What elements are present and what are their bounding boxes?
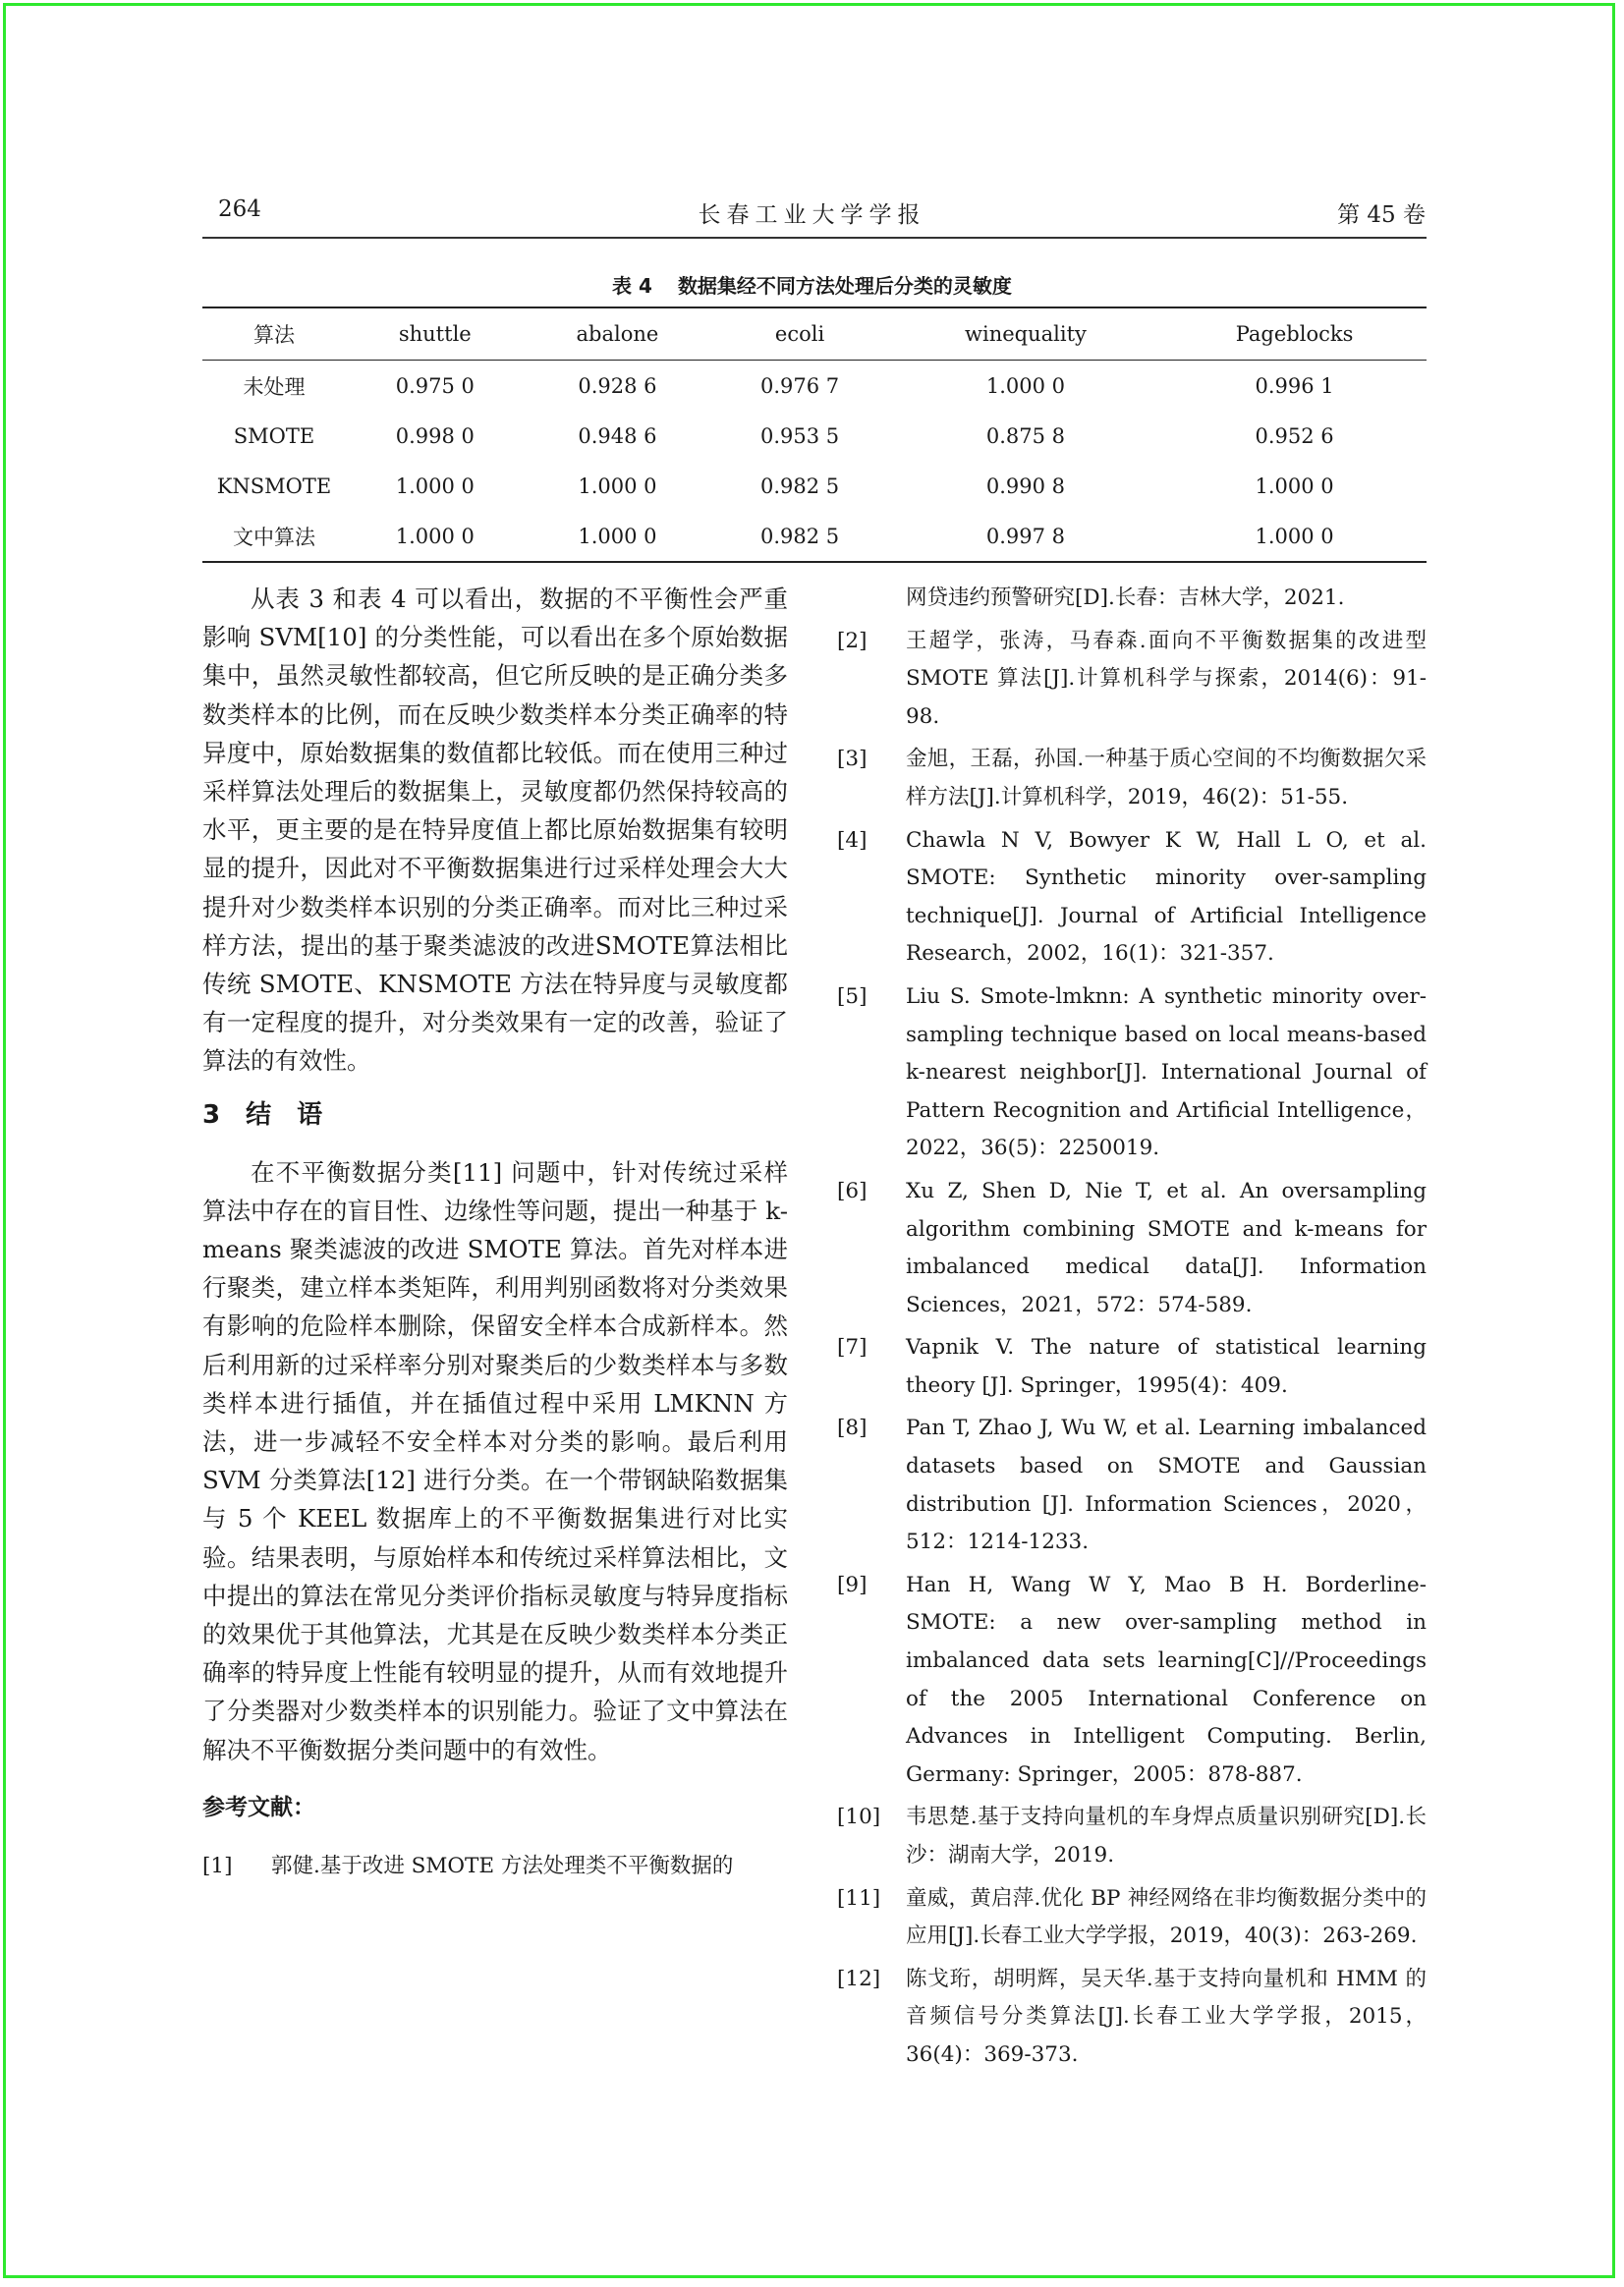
header-rule bbox=[202, 237, 1427, 239]
table-cell: 0.982 5 bbox=[710, 511, 889, 562]
reference-number: [10] bbox=[837, 1805, 881, 1830]
table-cell: 0.982 5 bbox=[759, 474, 840, 498]
table-cell: KNSMOTE bbox=[216, 474, 332, 498]
table-cell: 未处理 bbox=[243, 374, 306, 399]
table-cell: 1.000 0 bbox=[1255, 474, 1334, 498]
table-cell: 0.990 8 bbox=[985, 474, 1066, 498]
table-cell: 0.875 8 bbox=[985, 423, 1066, 448]
reference-number: [7] bbox=[837, 1335, 868, 1361]
table-header-cell: abalone bbox=[525, 307, 711, 361]
table-cell: 0.975 0 bbox=[395, 373, 475, 398]
sensitivity-table bbox=[202, 307, 1427, 563]
table-cell: 1.000 0 bbox=[395, 474, 475, 498]
reference-number: [9] bbox=[837, 1572, 868, 1597]
reference-text: 韦思楚.基于支持向量机的车身焊点质量识别研究[D].长沙：湖南大学，2019. bbox=[906, 1805, 1427, 1868]
table-cell: 1.000 0 bbox=[985, 373, 1066, 398]
table-cell: 1.000 0 bbox=[1162, 511, 1427, 562]
table-row bbox=[202, 411, 1427, 461]
reference-number: [2] bbox=[837, 628, 868, 653]
reference-item bbox=[837, 1961, 1427, 2075]
body-paragraph: 在不平衡数据分类[11] 问题中，针对传统过采样算法中存在的盲目性、边缘性等问题，提出一种基于 k-means 聚类滤波的改进 SMOTE 算法。首先对样本进行聚类，建立样本类矩阵，利用判别函数将对分类效果有影响的危险样本删除，保留安全样本合成新样本。然后利用新的过采样率分别对聚类后的少数类样本与多数类样本进行插值，并在插值过程中采用 LMKNN 方法，进一步减轻不安全样本对分类的影响。最后利用 SVM 分类算法[12] 进行分类。在一个带钢缺陷数据集与 5 个 KEEL 数据库上的不平衡数据集进行对比实验。结果表明，与原始样本和传统过采样算法相比，文中提出的算法在常见分类评价指标灵敏度与特异度指标的效果优于其他算法，尤其是在反映少数类样本分类正确率的特异度上性能有较明显的提升，从而有效地提升了分类器对少数类样本的识别能力。验证了文中算法在解决不平衡数据分类问题中的有效性。 bbox=[202, 1157, 788, 1764]
reference-item bbox=[837, 1329, 1427, 1405]
reference-number: [1] bbox=[202, 1853, 233, 1878]
reference-text: 郭健.基于改进 SMOTE 方法处理类不平衡数据的 bbox=[271, 1853, 734, 1878]
left-column bbox=[202, 580, 788, 1885]
reference-text: 金旭，王磊，孙国.一种基于质心空间的不均衡数据欠采样方法[J].计算机科学，2019，46(2)：51-55. bbox=[906, 747, 1427, 809]
table-row bbox=[202, 361, 1427, 412]
reference-continuation: 网贷违约预警研究[D].长春：吉林大学，2021. bbox=[906, 586, 1345, 610]
reference-item bbox=[837, 1410, 1427, 1561]
reference-item bbox=[837, 1173, 1427, 1324]
reference-item bbox=[202, 1848, 788, 1886]
reference-item bbox=[837, 1880, 1427, 1956]
table-cell: SMOTE bbox=[233, 423, 315, 448]
reference-text: 童威，黄启萍.优化 BP 神经网络在非均衡数据分类中的应用[J].长春工业大学学报，2019，40(3)：263-269. bbox=[906, 1885, 1427, 1949]
right-column bbox=[837, 580, 1427, 2080]
reference-item bbox=[837, 1567, 1427, 1795]
table-row bbox=[202, 461, 1427, 511]
reference-item bbox=[837, 741, 1427, 816]
reference-number: [8] bbox=[837, 1416, 868, 1441]
reference-text: Chawla N V, Bowyer K W, Hall L O, et al. SMOTE: Synthetic minority over-sampling technique[J]. Journal of Artificial Intelligence Research，2002，16(1)：321-357. bbox=[906, 827, 1427, 967]
reference-text: Xu Z, Shen D, Nie T, et al. An oversampling algorithm combining SMOTE and k-means for imbalanced medical data[J]. Information Sciences，2021，572：574-589. bbox=[906, 1178, 1427, 1317]
table-cell: 1.000 0 bbox=[525, 511, 711, 562]
reference-number: [3] bbox=[837, 747, 868, 772]
table-label: 表 4 bbox=[612, 274, 652, 298]
reference-text: 陈戈珩，胡明辉，吴天华.基于支持向量机和 HMM 的音频信号分类算法[J].长春工业大学学报，2015，36(4)：369-373. bbox=[906, 1966, 1427, 2067]
reference-number: [4] bbox=[837, 827, 868, 853]
table-header-cell: 算法 bbox=[202, 307, 346, 361]
reference-number: [5] bbox=[837, 983, 868, 1009]
table-cell: 0.998 0 bbox=[395, 423, 475, 448]
page-number: 264 bbox=[218, 196, 261, 222]
reference-text: Vapnik V. The nature of statistical learning theory [J]. Springer，1995(4)：409. bbox=[906, 1335, 1427, 1398]
table-cell: 0.928 6 bbox=[578, 373, 657, 398]
table-header-cell: winequality bbox=[889, 307, 1162, 361]
reference-item bbox=[837, 978, 1427, 1168]
reference-number: [11] bbox=[837, 1885, 881, 1911]
table-cell: 0.952 6 bbox=[1255, 423, 1334, 448]
references-heading: 参考文献： bbox=[202, 1794, 315, 1820]
table-cell: 文中算法 bbox=[202, 511, 346, 562]
table-row bbox=[202, 511, 1427, 562]
reference-item bbox=[837, 623, 1427, 737]
journal-title: 长春工业大学学报 bbox=[698, 202, 926, 228]
section-title: 结 语 bbox=[246, 1099, 323, 1130]
body-paragraph: 从表 3 和表 4 可以看出，数据的不平衡性会严重影响 SVM[10] 的分类性能，可以看出在多个原始数据集中，虽然灵敏性都较高，但它所反映的是正确分类多数类样本的比例，而在反映少数类样本分类正确率的特异度中，原始数据集的数值都比较低。而在使用三种过采样算法处理后的数据集上，灵敏度都仍然保持较高的水平，更主要的是在特异度值上都比原始数据集有较明显的提升，因此对不平衡数据集进行过采样处理会大大提升对少数类样本识别的分类正确率。而对比三种过采样方法，提出的基于聚类滤波的改进SMOTE算法相比传统 SMOTE、KNSMOTE 方法在特异度与灵敏度都有一定程度的提升，对分类效果有一定的改善，验证了算法的有效性。 bbox=[202, 585, 788, 1076]
table-header-cell: shuttle bbox=[346, 307, 525, 361]
table-caption bbox=[0, 270, 1624, 299]
reference-item bbox=[837, 1799, 1427, 1874]
reference-item bbox=[837, 822, 1427, 974]
reference-text: Pan T, Zhao J, Wu W, et al. Learning imbalanced datasets based on SMOTE and Gaussian distribution [J]. Information Sciences，2020，512：1214-1233. bbox=[906, 1416, 1427, 1555]
reference-text: 王超学，张涛，马春森.面向不平衡数据集的改进型 SMOTE 算法[J].计算机科学与探索，2014(6)：91-98. bbox=[906, 628, 1427, 729]
table-cell: 0.953 5 bbox=[759, 423, 840, 448]
table-header-cell: ecoli bbox=[710, 307, 889, 361]
table-cell: 1.000 0 bbox=[346, 511, 525, 562]
table-cell: 0.997 8 bbox=[889, 511, 1162, 562]
table-cell: 1.000 0 bbox=[578, 474, 657, 498]
reference-number: [6] bbox=[837, 1178, 868, 1203]
table-cell: 0.948 6 bbox=[578, 423, 657, 448]
reference-text: Liu S. Smote-lmknn: A synthetic minority over-sampling technique based on local means-based k-nearest neighbor[J]. International Journal of Pattern Recognition and Artificial Intelligence，2022，36(5)：2250019. bbox=[906, 983, 1427, 1161]
reference-number: [12] bbox=[837, 1966, 881, 1991]
section-number: 3 bbox=[202, 1099, 221, 1130]
volume-label: 第 45 卷 bbox=[1337, 202, 1426, 228]
table-cell: 0.976 7 bbox=[759, 373, 840, 398]
table-caption-text: 数据集经不同方法处理后分类的灵敏度 bbox=[677, 274, 1012, 298]
table-cell: 0.996 1 bbox=[1255, 373, 1334, 398]
reference-text: Han H, Wang W Y, Mao B H. Borderline-SMOTE: a new over-sampling method in imbalanced data sets learning[C]//Proceedings of the 2005 International Conference on Advances in Intelligent Computing. Berlin, Germany: Springer，2005：878-887. bbox=[906, 1572, 1427, 1787]
table-header-cell: Pageblocks bbox=[1162, 307, 1427, 361]
section-heading bbox=[202, 1096, 788, 1134]
table-header-row bbox=[202, 307, 1427, 361]
